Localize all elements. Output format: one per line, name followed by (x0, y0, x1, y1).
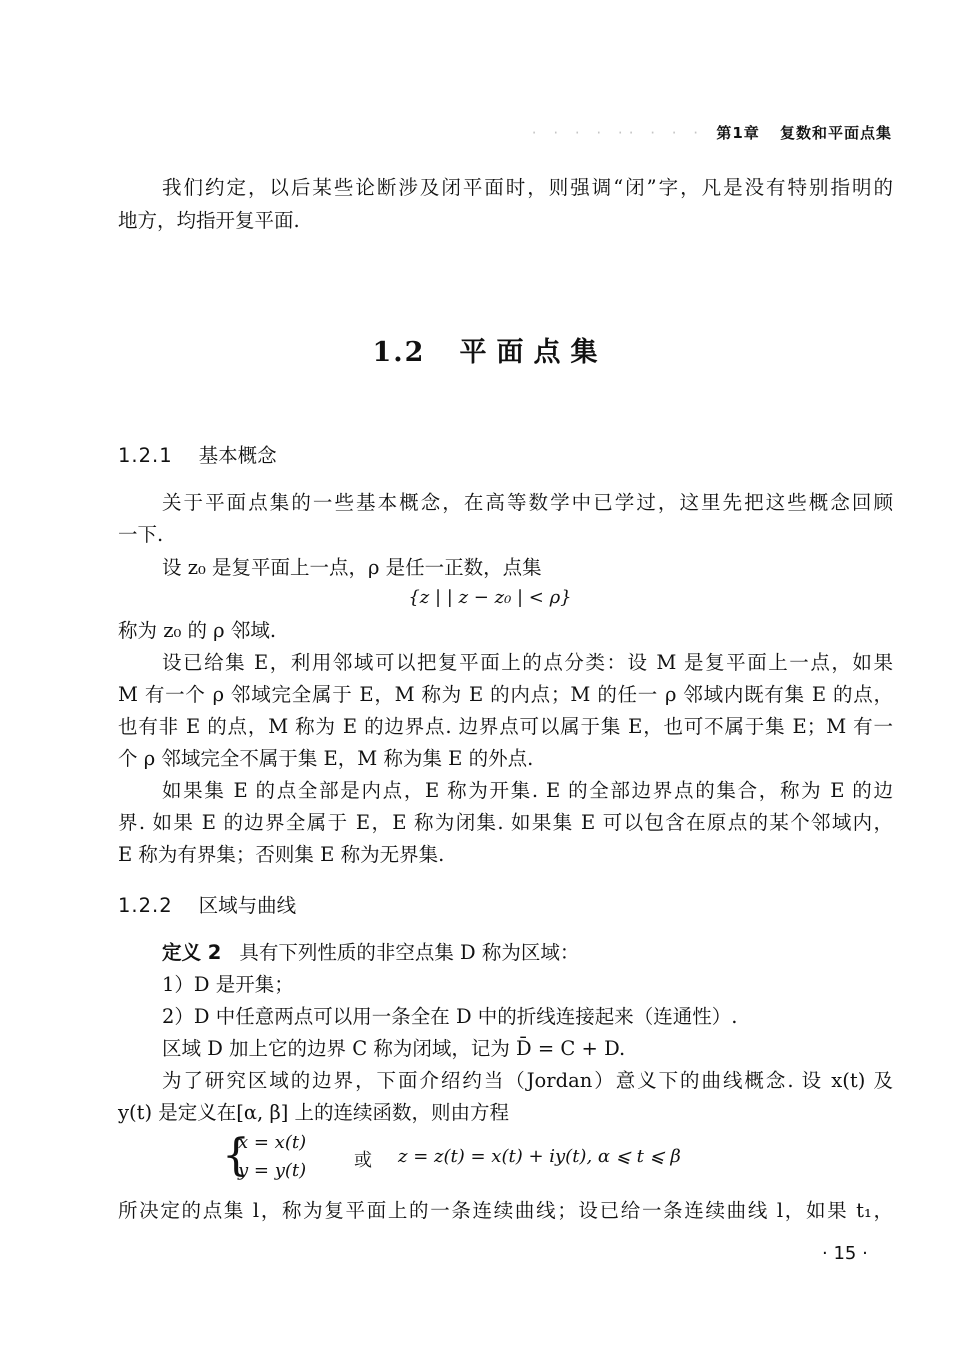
page-number: · 15 · (822, 1243, 868, 1264)
closure-definition: 区域 D 加上它的边界 C 称为闭域，记为 D̄ = C + D. (162, 1037, 626, 1060)
scan-noise: · · · · ·· · · · (531, 124, 705, 142)
subsection-number: 1.2.1 (118, 444, 173, 467)
para-d-line-2: 界. 如果 E 的边界全属于 E，E 称为闭集. 如果集 E 可以包含在原点的某个邻域内， (118, 811, 893, 834)
section-title (0, 330, 980, 369)
para-e-line-2: y(t) 是定义在[α, β] 上的连续函数，则由方程 (118, 1101, 510, 1124)
subsection-heading-2 (118, 890, 296, 918)
running-head (532, 122, 892, 143)
subsection-number: 1.2.2 (118, 894, 173, 917)
definition-text: 具有下列性质的非空点集 D 称为区域： (239, 941, 580, 964)
neighborhood-formula: {z | | z − z₀ | < ρ} (408, 587, 572, 608)
subsection-title: 基本概念 (198, 444, 277, 467)
para-b-line-1: 设 z₀ 是复平面上一点，ρ 是任一正数，点集 (162, 556, 542, 579)
subsection-heading-1 (118, 440, 277, 468)
chapter-number: 第1章 (716, 124, 760, 142)
brace: { (222, 1130, 250, 1181)
section-heading: 平面点集 (459, 337, 608, 368)
para-a-line-1: 关于平面点集的一些基本概念，在高等数学中已学过，这里先把这些概念回顾 (162, 491, 893, 514)
para-d-line-1: 如果集 E 的点全部是内点，E 称为开集. E 的全部边界点的集合，称为 E 的边 (162, 779, 893, 802)
para-b-line-2: 称为 z₀ 的 ρ 邻域. (118, 619, 277, 642)
para-c-line-4: 个 ρ 邻域完全不属于集 E，M 称为集 E 的外点. (118, 747, 534, 770)
equation-x: x = x(t) (238, 1132, 307, 1153)
para-e-line-1: 为了研究区域的边界，下面介绍约当（Jordan）意义下的曲线概念. 设 x(t) 及 (162, 1069, 893, 1092)
section-number: 1.2 (372, 337, 426, 368)
definition-item-2: 2）D 中任意两点可以用一条全在 D 中的折线连接起来（连通性）. (162, 1005, 738, 1028)
para-a-line-2: 一下. (118, 523, 164, 546)
curve-equation (222, 1132, 902, 1188)
definition-label: 定义 2 (162, 941, 222, 964)
para-c-line-3: 也有非 E 的点，M 称为 E 的边界点. 边界点可以属于集 E，也可不属于集 E；M 有一 (118, 715, 893, 738)
chapter-title: 复数和平面点集 (779, 124, 892, 142)
para-c-line-2: M 有一个 ρ 邻域完全属于 E，M 称为 E 的内点；M 的任一 ρ 邻域内既有集 E 的点， (118, 683, 893, 706)
intro-line-1: 我们约定，以后某些论断涉及闭平面时，则强调“闭”字，凡是没有特别指明的 (162, 176, 893, 199)
para-c-line-1: 设已给集 E，利用邻域可以把复平面上的点分类：设 M 是复平面上一点，如果 (162, 651, 893, 674)
intro-line-2: 地方，均指开复平面. (118, 209, 300, 232)
equation-or: 或 (354, 1150, 372, 1171)
equation-z: z = z(t) = x(t) + iy(t), α ⩽ t ⩽ β (398, 1146, 681, 1167)
definition-item-1: 1）D 是开集； (162, 973, 294, 996)
definition-line (162, 940, 893, 966)
para-f-line-1: 所决定的点集 l，称为复平面上的一条连续曲线；设已给一条连续曲线 l，如果 t₁， (118, 1199, 893, 1222)
equation-y: y = y(t) (238, 1160, 307, 1181)
subsection-title: 区域与曲线 (198, 894, 297, 917)
para-d-line-3: E 称为有界集；否则集 E 称为无界集. (118, 843, 445, 866)
